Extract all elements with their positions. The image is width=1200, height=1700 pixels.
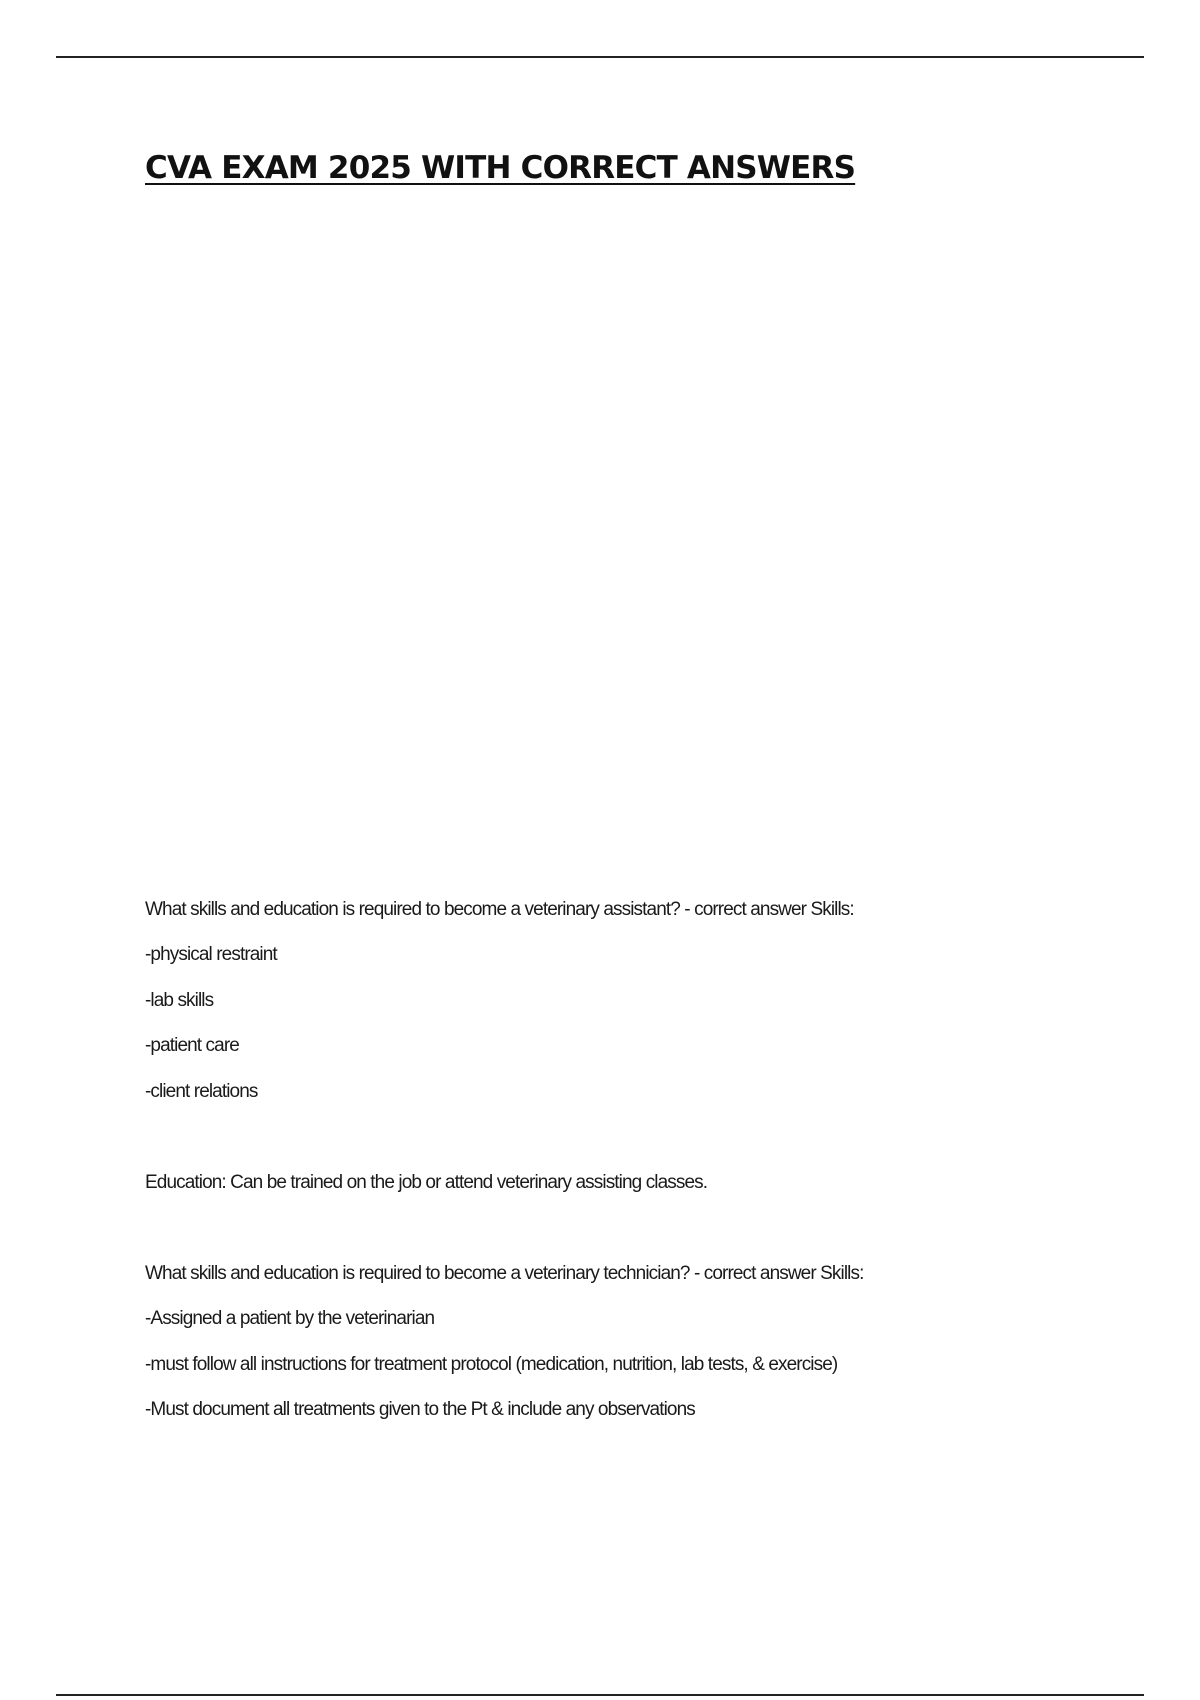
- list-item: -Assigned a patient by the veterinarian: [145, 1308, 435, 1329]
- list-item: -lab skills: [145, 990, 214, 1011]
- question-line: What skills and education is required to become a veterinary assistant? - correct answer Skills:: [145, 899, 854, 920]
- education-line: Education: Can be trained on the job or attend veterinary assisting classes.: [145, 1172, 708, 1193]
- list-item: -Must document all treatments given to the Pt & include any observations: [145, 1399, 695, 1420]
- header-divider: [56, 56, 1144, 58]
- document-title: CVA EXAM 2025 WITH CORRECT ANSWERS: [145, 150, 856, 186]
- list-item: -client relations: [145, 1081, 258, 1102]
- footer-divider: [56, 1694, 1144, 1696]
- question-line: What skills and education is required to become a veterinary technician? - correct answer Skills:: [145, 1263, 864, 1284]
- list-item: -patient care: [145, 1035, 239, 1056]
- list-item: -must follow all instructions for treatment protocol (medication, nutrition, lab tests, & exercise): [145, 1354, 838, 1375]
- list-item: -physical restraint: [145, 944, 277, 965]
